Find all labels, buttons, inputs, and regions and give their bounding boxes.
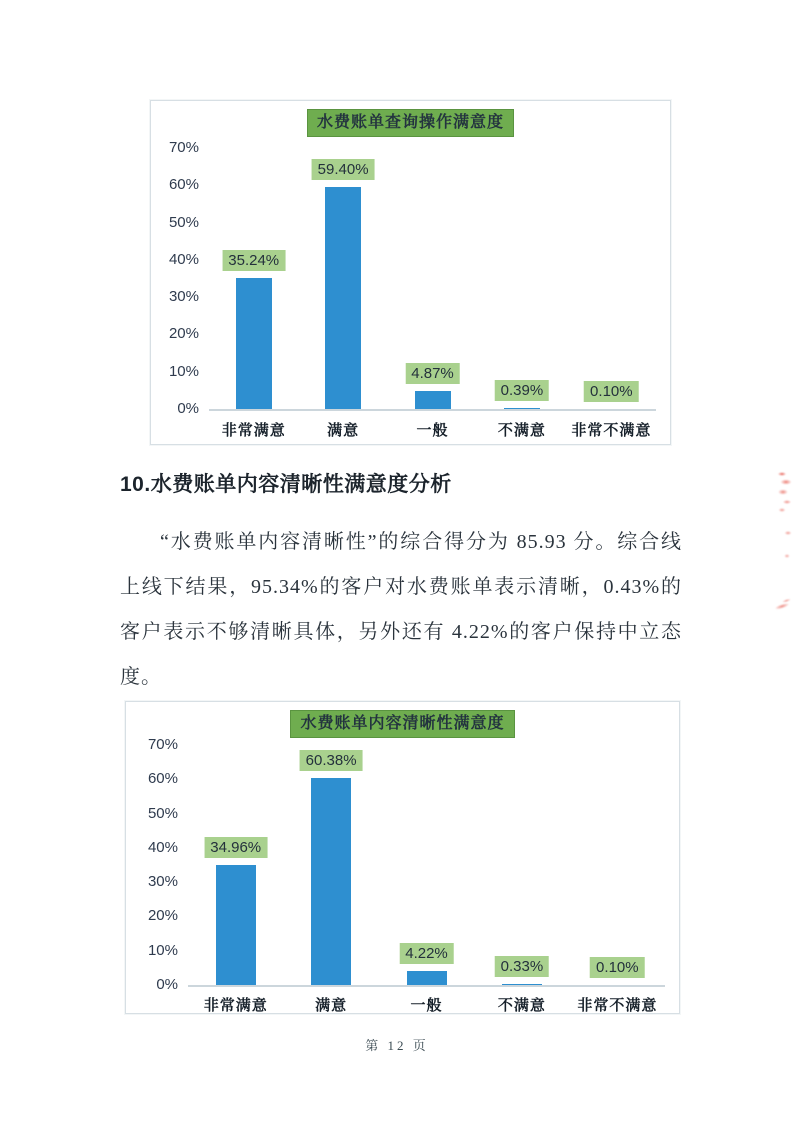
- y-axis-tick-label: 50%: [147, 804, 178, 822]
- bar-column: [567, 137, 656, 409]
- data-label: 0.10%: [590, 957, 645, 978]
- data-label: 60.38%: [300, 750, 363, 771]
- data-label: 0.33%: [495, 956, 550, 977]
- y-axis-tick-label: 70%: [168, 138, 199, 156]
- bar-column: [477, 137, 566, 409]
- data-label: 0.10%: [584, 381, 639, 402]
- y-axis-tick-label: 20%: [147, 907, 178, 925]
- data-label: 59.40%: [312, 159, 375, 180]
- chart-x-axis-labels: [209, 419, 656, 440]
- chart-x-axis-labels: [188, 994, 665, 1015]
- page-footer: 第 12 页: [365, 1038, 429, 1053]
- data-label: 4.87%: [405, 363, 460, 384]
- y-axis-tick-label: 50%: [168, 213, 199, 231]
- bar-column: [209, 137, 298, 409]
- body-paragraph: “水费账单内容清晰性”的综合得分为 85.93 分。综合线上线下结果，95.34%的客户对水费账单表示清晰，0.43%的客户表示不够清晰具体，另外还有 4.22%的客户保持中立态度。: [120, 531, 682, 688]
- y-axis-tick-label: 70%: [147, 735, 178, 753]
- bar-column: [388, 137, 477, 409]
- data-label: 0.39%: [495, 380, 550, 401]
- bar: [415, 391, 451, 409]
- red-seal-fragment: [774, 468, 794, 514]
- bar-column: [188, 738, 283, 985]
- y-axis-tick-label: 20%: [168, 325, 199, 343]
- bar-column: [379, 738, 474, 985]
- y-axis-tick-label: 30%: [168, 288, 199, 306]
- x-axis-category-label: 不满意: [497, 422, 546, 439]
- bar-series: [188, 738, 665, 985]
- chart-title: 水费账单内容清晰性满意度: [290, 710, 514, 738]
- red-seal-fragment: [768, 594, 794, 617]
- x-axis-category-label: 一般: [410, 997, 443, 1014]
- x-axis-category-label: 非常满意: [221, 422, 286, 439]
- bar-column: [298, 137, 387, 409]
- y-axis-tick-label: 40%: [147, 838, 178, 856]
- chart-water-bill-query-satisfaction: [150, 100, 671, 445]
- y-axis-tick-label: 10%: [147, 941, 178, 959]
- x-axis-category-label: 非常不满意: [577, 997, 658, 1014]
- bar: [502, 984, 542, 985]
- bar: [504, 408, 540, 409]
- chart-title: 水费账单查询操作满意度: [307, 109, 514, 137]
- x-axis-category-label: 满意: [315, 997, 348, 1014]
- bar-column: [570, 738, 665, 985]
- chart-title-row: [126, 710, 679, 738]
- x-axis-category-label: 非常不满意: [571, 422, 652, 439]
- data-label: 4.22%: [399, 943, 454, 964]
- y-axis-tick-label: 0%: [177, 400, 199, 417]
- x-axis-category-label: 满意: [327, 422, 360, 439]
- red-seal-fragment: [782, 552, 792, 560]
- bar: [236, 278, 272, 409]
- x-axis-category-label: 不满意: [497, 997, 546, 1014]
- x-axis-category-label: 一般: [416, 422, 449, 439]
- y-axis-tick-label: 40%: [168, 250, 199, 268]
- section-heading: 10.水费账单内容清晰性满意度分析: [120, 473, 452, 496]
- bar: [216, 865, 256, 985]
- chart-plot-area: [168, 137, 656, 417]
- data-label: 35.24%: [222, 250, 285, 271]
- chart-plot-area: [147, 735, 665, 993]
- bar-column: [283, 738, 378, 985]
- y-axis-tick-label: 0%: [156, 976, 178, 993]
- data-label: 34.96%: [204, 837, 267, 858]
- y-axis-tick-label: 60%: [168, 176, 199, 194]
- bar-column: [474, 738, 569, 985]
- y-axis-tick-label: 60%: [147, 770, 178, 788]
- x-axis-category-label: 非常满意: [203, 997, 268, 1014]
- y-axis-tick-label: 30%: [147, 873, 178, 891]
- bar: [407, 971, 447, 985]
- y-axis-tick-label: 10%: [168, 362, 199, 380]
- chart-title-row: [151, 109, 670, 137]
- bar: [311, 778, 351, 985]
- chart-water-bill-clarity-satisfaction: [125, 701, 680, 1014]
- red-seal-fragment: [782, 528, 794, 538]
- bar: [325, 187, 361, 409]
- bar-series: [209, 137, 656, 409]
